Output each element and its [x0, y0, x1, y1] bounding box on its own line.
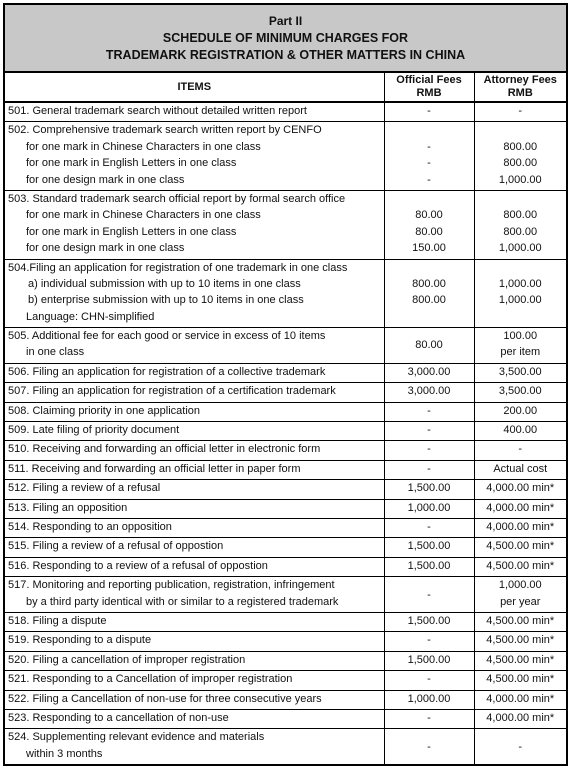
- attorney-fee-value: 4,500.00 min*: [486, 540, 555, 553]
- official-fee-value: 1,000.00: [407, 692, 451, 705]
- official-fee-value: 1,500.00: [407, 482, 451, 495]
- item-cell: [5, 383, 384, 402]
- official-fee-value: 80.00: [415, 339, 443, 352]
- official-fee-value: -: [427, 711, 431, 724]
- fee-schedule-sheet: [3, 3, 568, 766]
- attorney-fee-cell: [474, 460, 566, 479]
- table-row: [5, 480, 566, 499]
- item-text: 519. Responding to a dispute: [8, 634, 152, 647]
- attorney-fee-cell: [474, 690, 566, 709]
- item-text: in one class: [26, 346, 85, 359]
- official-fee-cell: [384, 729, 474, 764]
- item-cell: [5, 460, 384, 479]
- official-fee-value: 3,000.00: [407, 385, 451, 398]
- item-text: for one mark in Chinese Characters in one class: [26, 209, 261, 222]
- attorney-fee-value: [475, 260, 567, 276]
- attorney-fee-value: 1,000.00: [498, 579, 542, 592]
- official-fees-column-header: Official Fees RMB: [384, 73, 474, 102]
- attorney-fee-cell: [474, 383, 566, 402]
- attorney-fee-cell: [474, 480, 566, 499]
- table-row: [5, 729, 566, 764]
- official-fee-value: [385, 191, 474, 207]
- item-text: 504.Filing an application for registration of one trademark in one class: [8, 261, 348, 274]
- official-fee-cell: [384, 632, 474, 651]
- item-cell: [5, 651, 384, 670]
- official-fee-value: 1,000.00: [407, 501, 451, 514]
- item-text: 524. Supplementing relevant evidence and materials: [8, 731, 265, 744]
- item-text: 513. Filing an opposition: [8, 501, 128, 514]
- attorney-fee-value: 4,000.00 min*: [486, 711, 555, 724]
- item-cell: [5, 102, 384, 122]
- attorney-fee-value: 1,000.00: [498, 277, 542, 290]
- table-row: [5, 402, 566, 421]
- official-fee-value: 1,500.00: [407, 614, 451, 627]
- official-fee-cell: [384, 518, 474, 537]
- official-fee-value: -: [427, 157, 431, 170]
- item-text: by a third party identical with or similar to a registered trademark: [26, 595, 339, 608]
- official-fee-value: -: [427, 443, 431, 456]
- attorney-fee-value: 4,500.00 min*: [486, 559, 555, 572]
- official-fee-cell: [384, 328, 474, 364]
- item-text: within 3 months: [26, 747, 103, 760]
- item-text: 510. Receiving and forwarding an official letter in electronic form: [8, 443, 321, 456]
- official-fee-cell: [384, 612, 474, 631]
- attorney-fee-value: -: [518, 105, 523, 117]
- title-line-1: SCHEDULE OF MINIMUM CHARGES FOR: [162, 30, 409, 45]
- table-row: [5, 328, 566, 364]
- official-fee-value: -: [427, 173, 431, 186]
- official-fee-cell: [384, 538, 474, 557]
- table-row: [5, 518, 566, 537]
- table-row: [5, 651, 566, 670]
- table-row: [5, 577, 566, 613]
- header-row: [5, 73, 566, 102]
- item-cell: [5, 122, 384, 191]
- attorney-fee-value: Actual cost: [493, 462, 548, 475]
- item-text: Language: CHN-simplified: [26, 310, 155, 323]
- item-cell: [5, 259, 384, 328]
- official-fee-cell: [384, 422, 474, 441]
- official-fee-cell: [384, 102, 474, 122]
- table-row: [5, 122, 566, 191]
- item-text: 517. Monitoring and reporting publication, registration, infringement: [8, 579, 335, 592]
- attorney-fee-value: per item: [500, 346, 541, 359]
- attorney-fee-value: 100.00: [503, 330, 538, 343]
- item-cell: [5, 328, 384, 364]
- table-row: [5, 460, 566, 479]
- item-cell: [5, 518, 384, 537]
- item-text: for one mark in English Letters in one class: [26, 157, 237, 170]
- official-fee-value: -: [427, 140, 431, 153]
- official-fee-cell: [384, 383, 474, 402]
- item-cell: [5, 441, 384, 460]
- attorney-fee-value: 200.00: [503, 404, 538, 417]
- item-text: 507. Filing an application for registration of a certification trademark: [8, 385, 336, 398]
- item-cell: [5, 632, 384, 651]
- attorney-fee-value: 4,500.00 min*: [486, 653, 555, 666]
- official-fee-value: [385, 122, 474, 138]
- attorney-fee-cell: [474, 122, 566, 191]
- attorney-fee-value: 3,500.00: [498, 385, 542, 398]
- item-text: 518. Filing a dispute: [8, 614, 107, 627]
- attorney-fee-cell: [474, 632, 566, 651]
- attorney-fee-cell: [474, 102, 566, 122]
- item-text: for one mark in Chinese Characters in one class: [26, 140, 261, 153]
- part-label: Part II: [268, 13, 303, 28]
- official-fee-value: -: [427, 588, 431, 601]
- official-fee-value: 800.00: [412, 294, 446, 307]
- attorney-fee-value: 800.00: [503, 209, 538, 222]
- item-cell: [5, 480, 384, 499]
- official-fee-cell: [384, 557, 474, 576]
- official-fee-cell: [384, 709, 474, 728]
- item-text: 515. Filing a review of a refusal of oppostion: [8, 540, 224, 553]
- attorney-fee-cell: [474, 441, 566, 460]
- official-fee-value: 80.00: [415, 209, 443, 222]
- table-row: [5, 690, 566, 709]
- items-column-header: ITEMS: [5, 73, 384, 102]
- item-cell: [5, 690, 384, 709]
- official-fee-cell: [384, 122, 474, 191]
- item-text: 521. Responding to a Cancellation of improper registration: [8, 673, 293, 686]
- official-fee-value: -: [427, 740, 431, 753]
- item-text: 503. Standard trademark search official report by formal search office: [8, 192, 346, 205]
- attorney-fee-value: -: [518, 740, 523, 753]
- attorney-fee-value: 400.00: [503, 424, 538, 437]
- item-text: 514. Responding to an opposition: [8, 520, 172, 533]
- item-text: 508. Claiming priority in one application: [8, 404, 200, 417]
- item-cell: [5, 402, 384, 421]
- table-row: [5, 102, 566, 122]
- table-row: [5, 709, 566, 728]
- official-fee-cell: [384, 577, 474, 613]
- official-fee-cell: [384, 402, 474, 421]
- attorney-fee-value: -: [518, 443, 523, 456]
- title-block: [5, 5, 566, 73]
- official-fee-value: -: [427, 462, 431, 475]
- table-row: [5, 422, 566, 441]
- item-text: 501. General trademark search without detailed written report: [8, 105, 307, 117]
- item-cell: [5, 422, 384, 441]
- item-text: 516. Responding to a review of a refusal of oppostion: [8, 559, 268, 572]
- attorney-fee-cell: [474, 577, 566, 613]
- attorney-fee-cell: [474, 709, 566, 728]
- attorney-fees-column-header: Attorney Fees RMB: [474, 73, 566, 102]
- item-cell: [5, 709, 384, 728]
- attorney-fee-cell: [474, 612, 566, 631]
- table-row: [5, 363, 566, 382]
- item-text: 509. Late filing of priority document: [8, 424, 180, 437]
- item-text: 502. Comprehensive trademark search written report by CENFO: [8, 124, 322, 137]
- item-text: a) individual submission with up to 10 items in one class: [28, 277, 301, 290]
- title-line-2: TRADEMARK REGISTRATION & OTHER MATTERS IN CHINA: [105, 47, 466, 62]
- attorney-fee-cell: [474, 651, 566, 670]
- attorney-fee-cell: [474, 538, 566, 557]
- item-text: 522. Filing a Cancellation of non-use for three consecutive years: [8, 692, 322, 705]
- item-cell: [5, 612, 384, 631]
- attorney-fee-cell: [474, 328, 566, 364]
- official-fee-value: -: [427, 673, 431, 686]
- table-row: [5, 190, 566, 259]
- item-text: b) enterprise submission with up to 10 items in one class: [28, 294, 304, 307]
- attorney-fee-value: 800.00: [503, 225, 538, 238]
- attorney-fee-value: [475, 122, 567, 138]
- attorney-fee-cell: [474, 729, 566, 764]
- official-fee-cell: [384, 690, 474, 709]
- attorney-fee-value: 4,000.00 min*: [486, 501, 555, 514]
- attorney-fee-value: 800.00: [503, 140, 538, 153]
- attorney-fee-cell: [474, 499, 566, 518]
- official-fee-value: 3,000.00: [407, 365, 451, 378]
- attorney-fee-value: 4,500.00 min*: [486, 634, 555, 647]
- attorney-fee-cell: [474, 557, 566, 576]
- attorney-fee-cell: [474, 363, 566, 382]
- item-cell: [5, 363, 384, 382]
- item-text: for one mark in English Letters in one class: [26, 225, 237, 238]
- official-fee-cell: [384, 671, 474, 690]
- attorney-fee-value: 4,000.00 min*: [486, 692, 555, 705]
- attorney-fee-value: 4,500.00 min*: [486, 614, 555, 627]
- attorney-fee-value: [475, 191, 567, 207]
- table-row: [5, 383, 566, 402]
- item-cell: [5, 671, 384, 690]
- attorney-fee-value: 4,500.00 min*: [486, 673, 555, 686]
- official-fee-value: [385, 260, 474, 276]
- table-row: [5, 557, 566, 576]
- attorney-fee-value: 4,000.00 min*: [486, 520, 555, 533]
- item-cell: [5, 538, 384, 557]
- attorney-fee-cell: [474, 402, 566, 421]
- item-cell: [5, 499, 384, 518]
- official-fee-cell: [384, 460, 474, 479]
- official-fee-value: -: [427, 520, 431, 533]
- official-fee-cell: [384, 499, 474, 518]
- item-cell: [5, 557, 384, 576]
- official-fee-cell: [384, 651, 474, 670]
- attorney-fee-value: per year: [500, 595, 541, 608]
- attorney-fee-value: 1,000.00: [498, 294, 542, 307]
- table-row: [5, 259, 566, 328]
- attorney-fee-value: 1,000.00: [498, 242, 542, 255]
- official-fee-value: 80.00: [415, 225, 443, 238]
- official-fee-value: 150.00: [412, 242, 446, 255]
- official-fee-value: -: [427, 634, 431, 647]
- attorney-fee-value: 800.00: [503, 157, 538, 170]
- official-fee-value: 1,500.00: [407, 559, 451, 572]
- item-text: for one design mark in one class: [26, 173, 185, 186]
- table-row: [5, 612, 566, 631]
- attorney-fee-value: [475, 309, 567, 325]
- official-fee-value: 1,500.00: [407, 540, 451, 553]
- fee-table-body: [5, 102, 566, 764]
- table-row: [5, 671, 566, 690]
- item-text: 512. Filing a review of a refusal: [8, 482, 161, 495]
- attorney-fee-value: 4,000.00 min*: [486, 482, 555, 495]
- official-fee-value: 800.00: [412, 277, 446, 290]
- table-row: [5, 632, 566, 651]
- fee-table: [5, 73, 566, 764]
- attorney-fee-cell: [474, 190, 566, 259]
- table-row: [5, 499, 566, 518]
- table-row: [5, 538, 566, 557]
- official-fee-value: -: [427, 105, 431, 117]
- item-cell: [5, 577, 384, 613]
- official-fee-cell: [384, 480, 474, 499]
- item-text: 505. Additional fee for each good or service in excess of 10 items: [8, 330, 326, 343]
- official-fee-cell: [384, 259, 474, 328]
- official-fee-value: -: [427, 404, 431, 417]
- item-text: 511. Receiving and forwarding an official letter in paper form: [8, 462, 301, 475]
- attorney-fee-cell: [474, 422, 566, 441]
- attorney-fee-cell: [474, 518, 566, 537]
- item-text: for one design mark in one class: [26, 242, 185, 255]
- attorney-fee-value: 3,500.00: [498, 365, 542, 378]
- item-cell: [5, 729, 384, 764]
- official-fee-cell: [384, 441, 474, 460]
- attorney-fee-cell: [474, 259, 566, 328]
- official-fee-cell: [384, 363, 474, 382]
- official-fee-value: 1,500.00: [407, 653, 451, 666]
- attorney-fee-value: 1,000.00: [498, 173, 542, 186]
- official-fee-value: [385, 309, 474, 325]
- item-cell: [5, 190, 384, 259]
- item-text: 520. Filing a cancellation of improper registration: [8, 653, 246, 666]
- official-fee-value: -: [427, 424, 431, 437]
- table-row: [5, 441, 566, 460]
- item-text: 506. Filing an application for registration of a collective trademark: [8, 365, 326, 378]
- item-text: 523. Responding to a cancellation of non-use: [8, 711, 229, 724]
- attorney-fee-cell: [474, 671, 566, 690]
- official-fee-cell: [384, 190, 474, 259]
